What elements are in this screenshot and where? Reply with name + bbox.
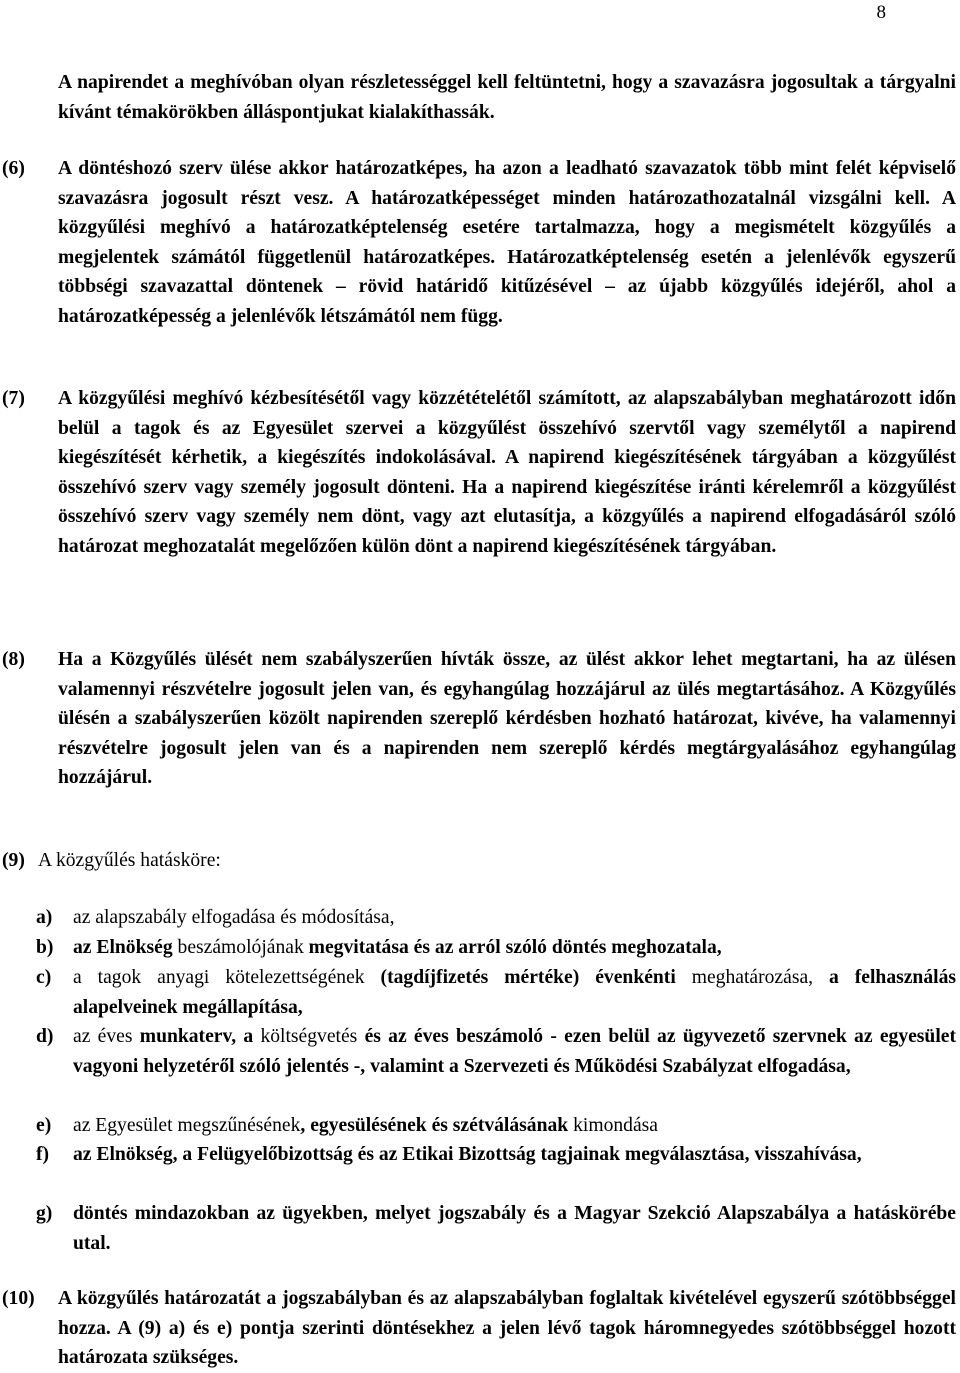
list-item-e-label: e) [36,1115,52,1136]
list-item-d [36,1022,956,1081]
list-item-a-text: az alapszabály elfogadása és módosítása, [73,907,395,928]
list-item-c-part2: (tagdíjfizetés mértéke) évenkénti [380,967,676,988]
section-10 [2,1284,956,1373]
list-item-g [36,1199,956,1258]
section-8-text: Ha a Közgyűlés ülését nem szabályszerűen hívták össze, az ülést akkor lehet megtartani, ha az ülésen valamennyi részvételre jogosult jelen van, és egyhangúlag hozzájárul az ülés megtartásához. A Közgyűlés ülésén a szabályszerűen közölt napirenden szereplő kérdésben hozható határozat, kivéve, ha valamennyi részvételre jogosult jelen van és a napirenden nem szereplő kérdés megtárgyalásához egyhangúlag hozzájárul. [58,649,956,788]
section-6-text: A döntéshozó szerv ülése akkor határozatképes, ha azon a leadható szavazatok több mint felét képviselő szavazásra jogosult részt vesz. A határozatképességet minden határozathozatalnál vizsgálni kell. A közgyűlési meghívó a határozatképtelenség esetére tartalmazza, hogy a megismételt közgyűlés a megjelentek számától függetlenül határozatképes. Határozatképtelenség esetén a jelenlévők egyszerű többségi szavazattal döntenek – rövid határidő kitűzésével – az újabb közgyűlés idejéről, ahol a határozatképesség a jelenlévők létszámától nem függ. [58,158,956,327]
list-item-e-part1: az Egyesület megszűnésének [73,1115,301,1136]
list-item-d-part1: az éves [73,1026,140,1047]
section-10-text: A közgyűlés határozatát a jogszabályban és az alapszabályban foglaltak kivételével egyszerű szótöbbséggel hozza. A (9) a) és e) pontja szerinti döntésekhez a jelen lévő tagok háromnegyedes szótöbbséggel hozott határozata szükséges. [58,1288,956,1368]
section-9-text: A közgyűlés hatásköre: [38,850,221,871]
list-item-c-part3: meghatározása, [675,967,829,988]
section-9 [2,846,956,876]
list-item-b [36,933,956,963]
list-item-f [36,1140,956,1170]
list-item-d-part2: munkaterv, a [139,1026,254,1047]
section-6-number: (6) [2,158,25,179]
list-item-g-text: döntés mindazokban az ügyekben, melyet jogszabály és a Magyar Szekció Alapszabálya a hatáskörébe utal. [73,1203,956,1254]
list-item-b-part1: az Elnökség [73,937,173,958]
list-item-b-label: b) [36,937,54,958]
paragraph-intro [58,68,956,127]
list-item-e-part2: , egyesülésének és szétválásának [300,1115,569,1136]
page-number: 8 [876,2,886,23]
list-item-c-part4: a felhasználás alapelveinek megállapítása, [73,967,956,1018]
section-7-number: (7) [2,388,25,409]
list-item-d-part3: költségvetés [253,1026,365,1047]
list-item-f-text: az Elnökség, a Felügyelőbizottság és az Etikai Bizottság tagjainak megválasztása, visszahívása, [73,1144,862,1165]
section-10-number: (10) [2,1288,35,1309]
list-item-c [36,963,956,1022]
section-8 [2,645,956,793]
list-item-d-label: d) [36,1026,54,1047]
list-item-a-label: a) [36,907,53,928]
section-9-number: (9) [2,850,25,871]
list-item-e-part3: kimondása [568,1115,658,1136]
section-7 [2,384,956,561]
list-item-b-part3: megvitatása és az arról szóló döntés meghozatala, [308,937,722,958]
list-item-f-label: f) [36,1144,50,1165]
list-item-g-label: g) [36,1203,53,1224]
list-item-b-part2: beszámolójának [172,937,309,958]
list-item-a [36,903,956,933]
list-item-e [36,1111,956,1141]
section-6 [2,154,956,331]
section-7-text: A közgyűlési meghívó kézbesítésétől vagy közzétételétől számított, az alapszabályban meghatározott időn belül a tagok és az Egyesület szervei a közgyűlést összehívó szervtől vagy személytől a napirend kiegészítését kérhetik, a kiegészítés indokolásával. A napirend kiegészítésének tárgyában a közgyűlést összehívó szerv vagy személy jogosult dönteni. Ha a napirend kiegészítése iránti kérelemről a közgyűlést összehívó szerv vagy személy nem dönt, vagy azt elutasítja, a közgyűlés a napirend elfogadásáról szóló határozat meghozatalát megelőzően külön dönt a napirend kiegészítésének tárgyában. [58,388,956,557]
paragraph-intro-text: A napirendet a meghívóban olyan részletességgel kell feltüntetni, hogy a szavazásra jogosultak a tárgyalni kívánt témakörökben álláspontjukat kialakíthassák. [58,72,956,123]
list-item-c-part1: a tagok anyagi kötelezettségének [73,967,381,988]
section-8-number: (8) [2,649,25,670]
list-item-c-label: c) [36,967,52,988]
list-item-d-part4: és az éves beszámoló - ezen belül az ügyvezető szervnek az egyesület vagyoni helyzetéről szóló jelentés -, valamint a Szervezeti és Működési Szabályzat elfogadása, [73,1026,956,1077]
